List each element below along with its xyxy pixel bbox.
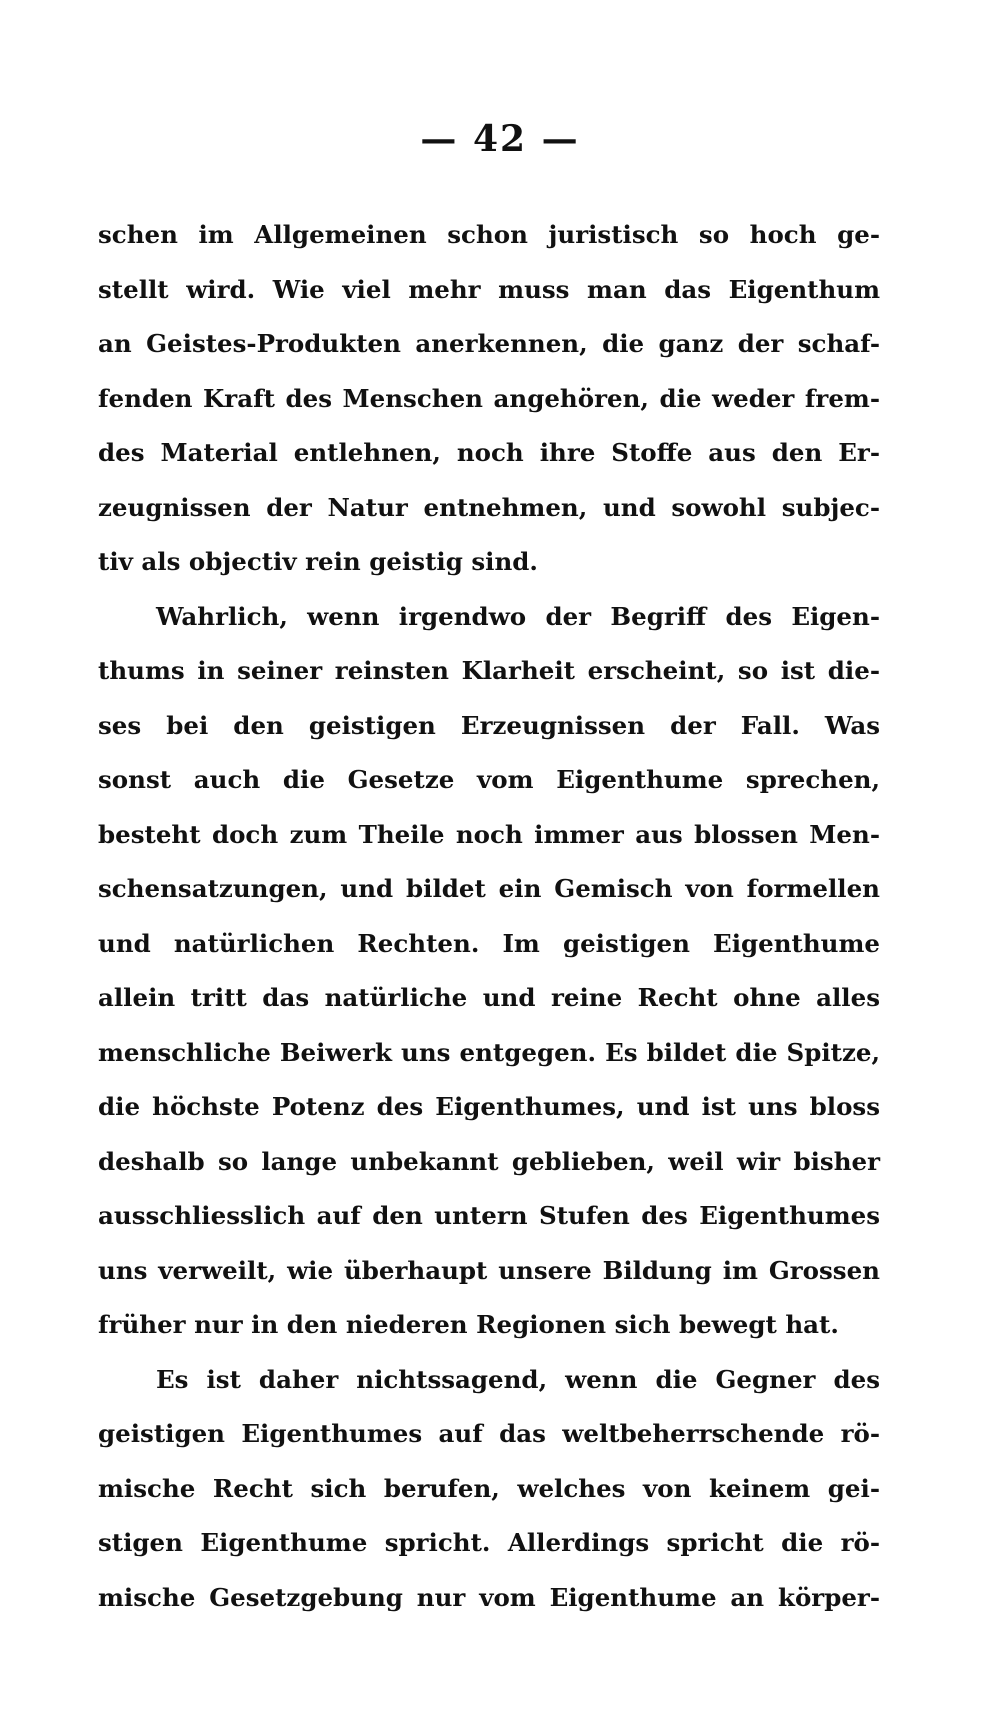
body-text [98,208,880,1625]
text-line: stellt wird. Wie viel mehr muss man das Eigenthum [98,274,880,304]
text-line: und natürlichen Rechten. Im geistigen Eigenthume [98,928,880,958]
text-line: die höchste Potenz des Eigenthumes, und ist uns bloss [98,1092,880,1121]
text-line: schensatzungen, und bildet ein Gemisch von formellen [98,874,880,903]
text-line: stigen Eigenthume spricht. Allerdings spricht die rö- [98,1528,880,1557]
text-line: Wahrlich, wenn irgendwo der Begriff des Eigen- [156,601,880,631]
text-line: ses bei den geistigen Erzeugnissen der Fall. Was [98,710,880,740]
text-line: besteht doch zum Theile noch immer aus blossen Men- [98,819,880,849]
text-line: mische Recht sich berufen, welches von keinem gei- [98,1473,880,1503]
text-line: tiv als objectiv rein geistig sind. [98,547,538,576]
text-line: fenden Kraft des Menschen angehören, die weder frem- [98,383,880,413]
text-line: Es ist daher nichtssagend, wenn die Gegner des [156,1364,880,1394]
page-number: — 42 — [420,118,580,160]
text-line: geistigen Eigenthumes auf das weltbeherrschende rö- [98,1419,880,1448]
text-line: mische Gesetzgebung nur vom Eigenthume an körper- [98,1582,880,1612]
text-line: ausschliesslich auf den untern Stufen des Eigenthumes [98,1201,880,1230]
text-line: an Geistes-Produkten anerkennen, die ganz der schaf- [98,329,880,358]
text-line: menschliche Beiwerk uns entgegen. Es bildet die Spitze, [98,1037,880,1067]
text-line: uns verweilt, wie überhaupt unsere Bildung im Grossen [98,1255,880,1285]
text-line: deshalb so lange unbekannt geblieben, weil wir bisher [98,1146,880,1176]
text-line: allein tritt das natürliche und reine Recht ohne alles [98,983,880,1012]
text-line: des Material entlehnen, noch ihre Stoffe aus den Er- [98,438,880,467]
text-line: schen im Allgemeinen schon juristisch so hoch ge- [98,220,880,249]
text-line: sonst auch die Gesetze vom Eigenthume sprechen, [98,765,880,794]
text-line: thums in seiner reinsten Klarheit erscheint, so ist die- [98,656,880,685]
text-line: zeugnissen der Natur entnehmen, und sowohl subjec- [98,492,880,522]
text-line: früher nur in den niederen Regionen sich bewegt hat. [98,1310,839,1339]
